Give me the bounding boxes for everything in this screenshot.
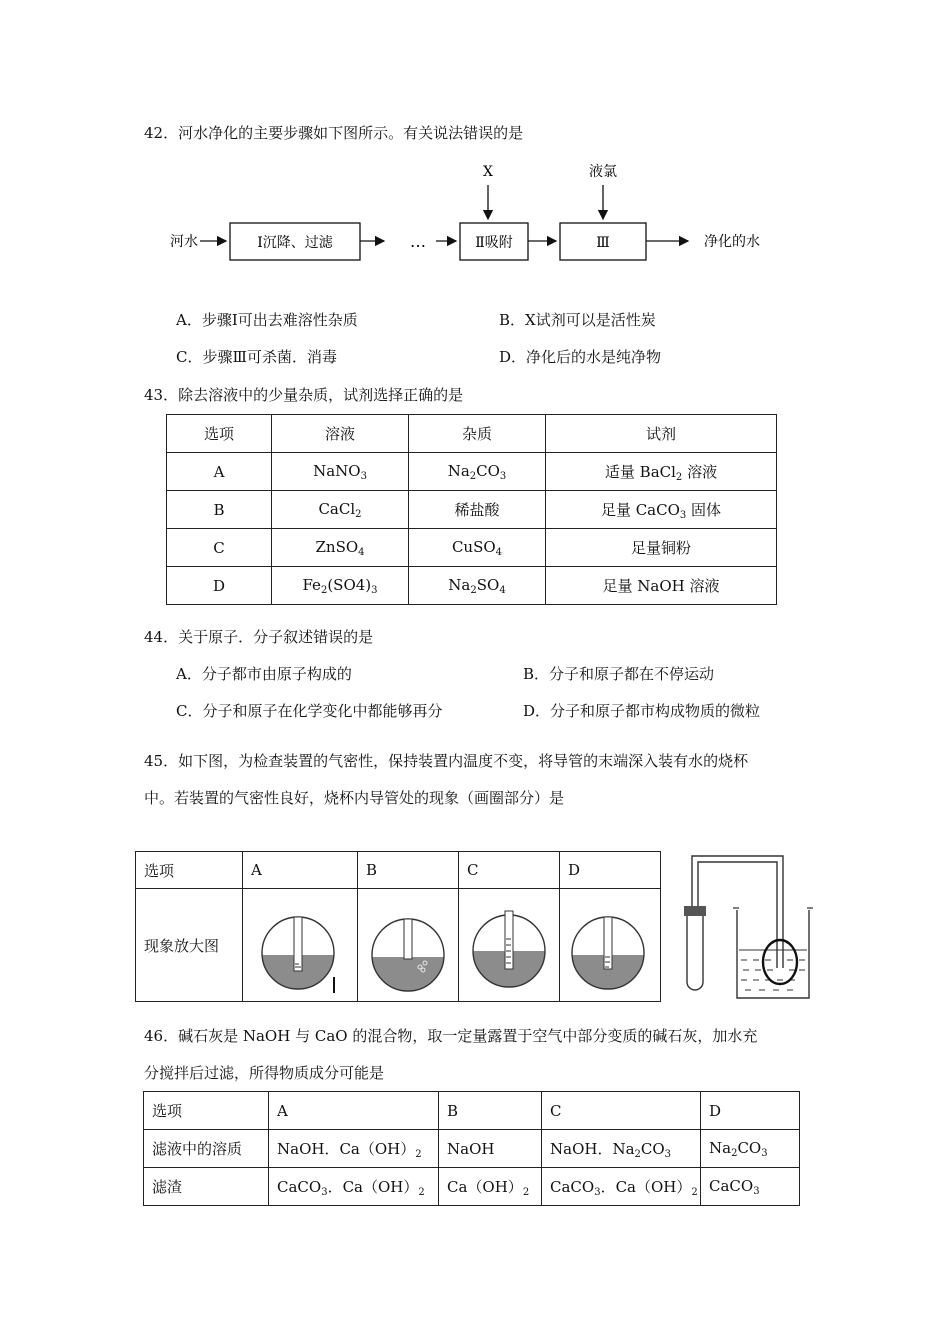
diagram-step2: Ⅱ吸附	[475, 235, 513, 251]
reagent-cell: 足量铜粉	[546, 529, 777, 567]
solution-cell: NaNO$_3$	[272, 453, 409, 491]
q44-option-b[interactable]: B．分子和原子都在不停运动	[523, 665, 715, 683]
impurity-cell: CuSO$_4$	[409, 529, 546, 567]
row-label: 滤液中的溶质	[144, 1130, 269, 1168]
q42-option-b[interactable]: B．X试剂可以是活性炭	[499, 311, 656, 329]
diagram-step1: Ⅰ沉降、过滤	[257, 235, 333, 251]
impurity-cell: $Na_2SO_4$	[409, 567, 546, 605]
option-c-cell: NaOH．$Na_2CO_3$	[542, 1130, 701, 1168]
header-cell: B	[358, 852, 459, 889]
q43-stem: 43．除去溶液中的少量杂质，试剂选择正确的是	[144, 386, 464, 404]
diagram-input: 河水	[170, 234, 198, 250]
q42-option-a[interactable]: A．步骤Ⅰ可出去难溶性杂质	[176, 311, 358, 329]
table-header-row	[167, 415, 777, 453]
header-cell: B	[439, 1092, 542, 1130]
option-cell: C	[167, 529, 272, 567]
option-a-figure[interactable]	[243, 889, 358, 1002]
option-d-cell: CaCO$_3$	[701, 1168, 800, 1206]
row-label: 滤渣	[144, 1168, 269, 1206]
option-d-figure[interactable]	[560, 889, 661, 1002]
header-cell: A	[269, 1092, 439, 1130]
option-c-cell: CaCO$_3$．$Ca(OH)_2$	[542, 1168, 701, 1206]
q46-table	[143, 1091, 800, 1206]
q46-stem-line2: 分搅拌后过滤，所得物质成分可能是	[144, 1064, 385, 1082]
table-row[interactable]	[167, 567, 777, 605]
airtightness-apparatus-image	[675, 850, 835, 1000]
q45-stem-line1: 45．如下图，为检查装置的气密性，保持装置内温度不变，将导管的末端深入装有水的烧杯	[144, 752, 749, 770]
row-label: 现象放大图	[136, 889, 243, 1002]
q45-table	[135, 851, 661, 1002]
option-d-cell: $Na_2CO_3$	[701, 1130, 800, 1168]
header-cell: 试剂	[546, 415, 777, 453]
q45-stem-line2: 中。若装置的气密性良好，烧杯内导管处的现象（画圈部分）是	[144, 789, 565, 807]
header-cell: C	[542, 1092, 701, 1130]
option-b-figure[interactable]	[358, 889, 459, 1002]
q44-option-a[interactable]: A．分子都市由原子构成的	[176, 665, 352, 683]
q44-stem: 44．关于原子．分子叙述错误的是	[144, 628, 374, 646]
phenomenon-a-image	[243, 889, 357, 997]
reagent-cell: 适量 BaCl$_2$ 溶液	[546, 453, 777, 491]
q42-option-d[interactable]: D．净化后的水是纯净物	[499, 348, 662, 366]
reagent-cell: 足量 CaCO$_3$ 固体	[546, 491, 777, 529]
table-row[interactable]	[167, 491, 777, 529]
q46-stem-line1: 46．碱石灰是 NaOH 与 CaO 的混合物，取一定量露置于空气中部分变质的碱石灰，加水充	[144, 1027, 758, 1045]
header-cell: A	[243, 852, 358, 889]
water-purification-diagram	[160, 155, 800, 270]
table-row	[144, 1130, 800, 1168]
diagram-reagent-cl: 液氯	[589, 164, 617, 180]
header-cell: D	[560, 852, 661, 889]
option-cell: D	[167, 567, 272, 605]
option-cell: A	[167, 453, 272, 491]
option-a-cell: CaCO$_3$．$Ca(OH)_2$	[269, 1168, 439, 1206]
q43-table	[166, 414, 777, 605]
diagram-step3: Ⅲ	[596, 235, 610, 251]
option-c-figure[interactable]	[459, 889, 560, 1002]
q44-option-c[interactable]: C．分子和原子在化学变化中都能够再分	[176, 702, 443, 720]
q44-option-d[interactable]: D．分子和原子都市构成物质的微粒	[523, 702, 761, 720]
reagent-cell: 足量 NaOH 溶液	[546, 567, 777, 605]
option-a-cell: NaOH．$Ca(OH)_2$	[269, 1130, 439, 1168]
header-cell: 选项	[144, 1092, 269, 1130]
table-header-row	[144, 1092, 800, 1130]
solution-cell: CaCl$_2$	[272, 491, 409, 529]
diagram-output: 净化的水	[704, 234, 760, 250]
q42-option-c[interactable]: C．步骤Ⅲ可杀菌．消毒	[176, 348, 337, 366]
phenomenon-c-image	[459, 889, 559, 997]
table-row[interactable]	[167, 529, 777, 567]
header-cell: D	[701, 1092, 800, 1130]
header-cell: 选项	[136, 852, 243, 889]
diagram-reagent-x: X	[483, 164, 493, 180]
impurity-cell: $Na_2CO_3$	[409, 453, 546, 491]
table-row[interactable]	[167, 453, 777, 491]
phenomenon-b-image	[358, 889, 458, 997]
option-b-cell: $Ca(OH)_2$	[439, 1168, 542, 1206]
header-cell: 杂质	[409, 415, 546, 453]
solution-cell: ZnSO$_4$	[272, 529, 409, 567]
table-row	[144, 1168, 800, 1206]
header-cell: 选项	[167, 415, 272, 453]
diagram-dots: …	[410, 232, 426, 251]
solution-cell: $Fe_2(SO4)_3$	[272, 567, 409, 605]
option-b-cell: NaOH	[439, 1130, 542, 1168]
option-cell: B	[167, 491, 272, 529]
header-cell: 溶液	[272, 415, 409, 453]
q42-stem: 42．河水净化的主要步骤如下图所示。有关说法错误的是	[144, 124, 524, 142]
header-cell: C	[459, 852, 560, 889]
impurity-cell: 稀盐酸	[409, 491, 546, 529]
phenomenon-d-image	[560, 889, 660, 997]
